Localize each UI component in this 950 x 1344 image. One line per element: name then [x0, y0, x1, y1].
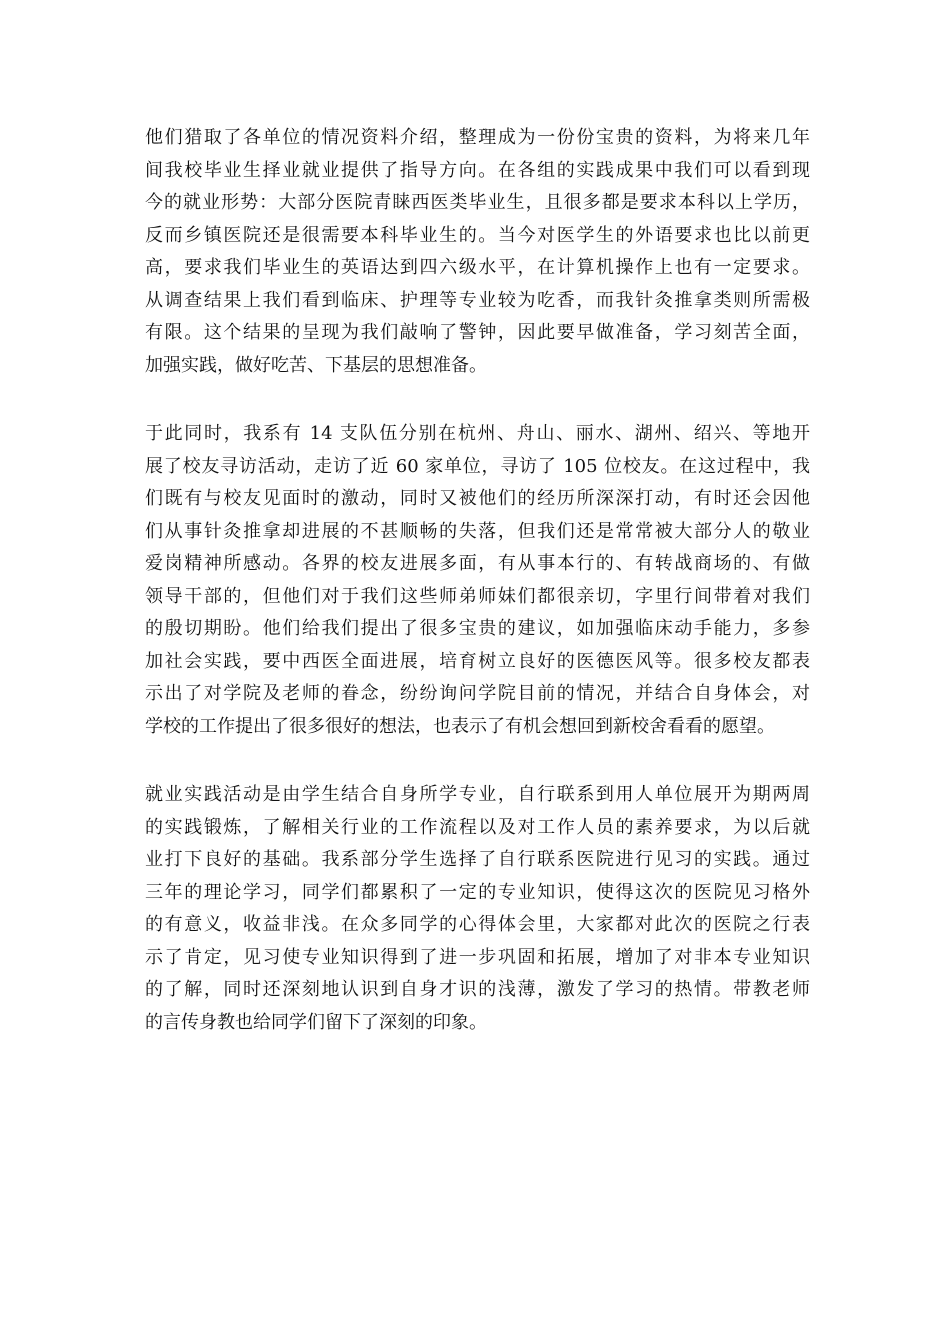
text-line: 加强实践，做好吃苦、下基层的思想准备。	[145, 354, 487, 376]
text-line: 学校的工作提出了很多很好的想法，也表示了有机会想回到新校舍看看的愿望。	[145, 715, 775, 737]
text-line: 反而乡镇医院还是很需要本科毕业生的。当今对医学生的外语要求也比以前更	[145, 224, 810, 246]
text-line: 的殷切期盼。他们给我们提出了很多宝贵的建议，如加强临床动手能力，多参	[145, 618, 810, 639]
text-line: 从调查结果上我们看到临床、护理等专业较为吃香，而我针灸推拿类则所需极	[145, 289, 810, 311]
text-line: 就业实践活动是由学生结合自身所学专业，自行联系到用人单位展开为期两周	[145, 784, 810, 805]
text-line: 爱岗精神所感动。各界的校友进展多面，有从事本行的、有转战商场的、有做	[145, 553, 810, 574]
text-line: 们从事针灸推拿却进展的不甚顺畅的失落，但我们还是常常被大部分人的敬业	[145, 520, 810, 542]
text-line: 的了解，同时还深刻地认识到自身才识的浅薄，激发了学习的热情。带教老师	[145, 979, 810, 1000]
text-line: 间我校毕业生择业就业提供了指导方向。在各组的实践成果中我们可以看到现	[145, 159, 810, 181]
text-line: 示了肯定，见习使专业知识得到了进一步巩固和拓展，增加了对非本专业知识	[145, 946, 810, 968]
text-line: 示出了对学院及老师的眷念，纷纷询问学院目前的情况，并结合自身体会，对	[145, 683, 810, 704]
text-line: 们既有与校友见面时的激动，同时又被他们的经历所深深打动，有时还会因他	[145, 488, 810, 509]
text-line: 的有意义，收益非浅。在众多同学的心得体会里，大家都对此次的医院之行表	[145, 914, 810, 935]
paragraph-3	[145, 779, 810, 1039]
text-line: 他们猎取了各单位的情况资料介绍，整理成为一份份宝贵的资料，为将来几年	[145, 127, 810, 148]
text-line: 高，要求我们毕业生的英语达到四六级水平，在计算机操作上也有一定要求。	[145, 257, 810, 278]
text-line: 于此同时，我系有 14 支队伍分别在杭州、舟山、丽水、湖州、绍兴、等地开	[145, 423, 810, 444]
text-line: 展了校友寻访活动，走访了近 60 家单位，寻访了 105 位校友。在这过程中，我	[145, 455, 810, 477]
text-line: 领导干部的，但他们对于我们这些师弟师妹们都很亲切，字里行间带着对我们	[145, 585, 810, 607]
text-line: 今的就业形势：大部分医院青睐西医类毕业生，且很多都是要求本科以上学历，	[145, 192, 810, 213]
text-line: 三年的理论学习，同学们都累积了一定的专业知识，使得这次的医院见习格外	[145, 881, 810, 903]
text-line: 的实践锻炼，了解相关行业的工作流程以及对工作人员的素养要求，为以后就	[145, 816, 810, 838]
text-line: 加社会实践，要中西医全面进展，培育树立良好的医德医风等。很多校友都表	[145, 650, 810, 672]
text-line: 的言传身教也给同学们留下了深刻的印象。	[145, 1011, 487, 1033]
paragraph-2	[145, 418, 810, 743]
document-body	[145, 122, 810, 1039]
text-line: 业打下良好的基础。我系部分学生选择了自行联系医院进行见习的实践。通过	[145, 849, 810, 870]
text-line: 有限。这个结果的呈现为我们敲响了警钟，因此要早做准备，学习刻苦全面，	[145, 322, 810, 343]
paragraph-1	[145, 122, 810, 382]
